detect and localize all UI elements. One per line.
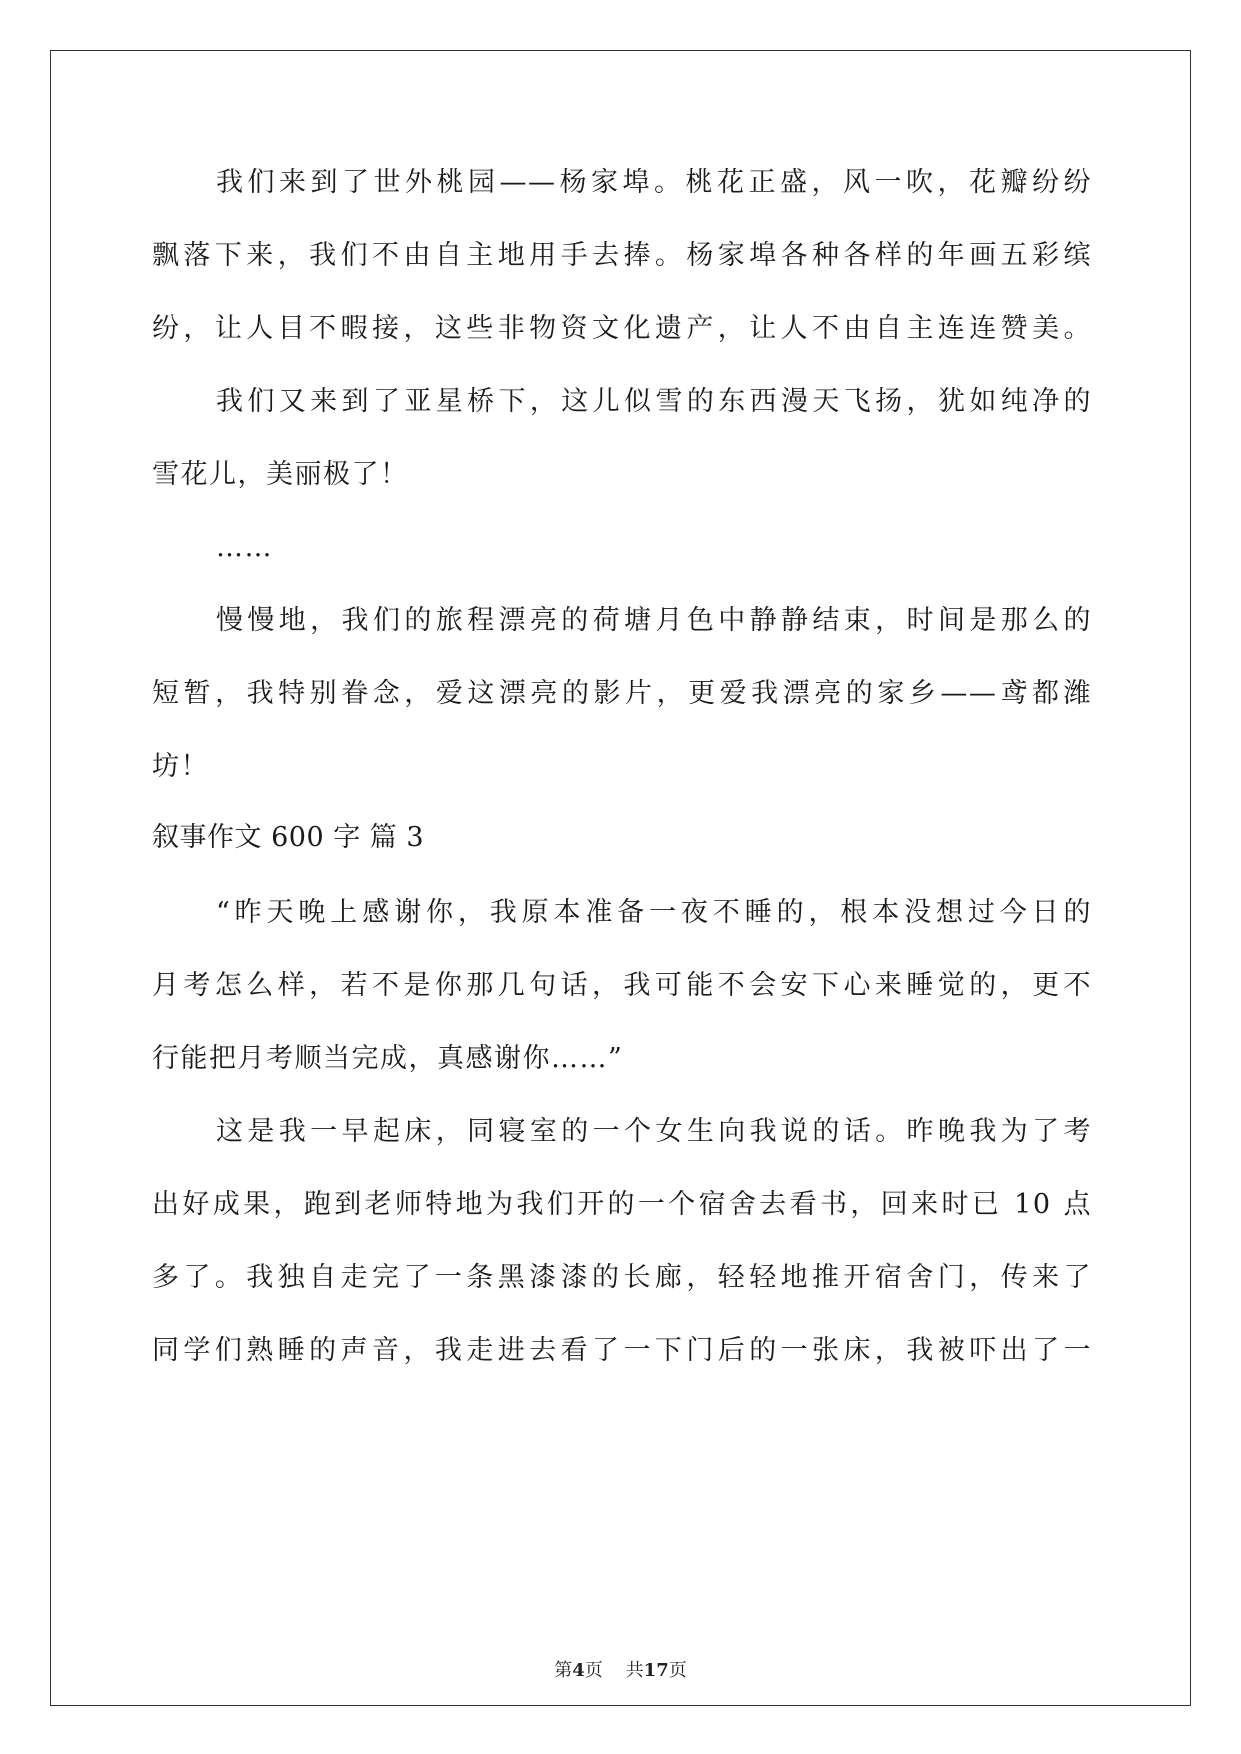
page-prefix: 第 [554,1660,573,1681]
page-suffix: 页 [584,1660,603,1681]
text-line: 同学们熟睡的声音，我走进去看了一下门后的一张床，我被吓出了一 [152,1335,1092,1366]
total-suffix: 页 [668,1660,687,1681]
page-border [50,50,1191,1706]
text-line: 月考怎么样，若不是你那几句话，我可能不会安下心来睡觉的，更不 [152,970,1092,1001]
text-line: 我们来到了世外桃园——杨家埠。桃花正盛，风一吹，花瓣纷纷 [216,167,1092,198]
text-line: 雪花儿，美丽极了！ [152,459,409,490]
text-line: “昨天晚上感谢你，我原本准备一夜不睡的，根本没想过今日的 [216,897,1092,928]
total-pages: 17 [643,1660,669,1681]
text-line: 行能把月考顺当完成，真感谢你……” [152,1043,624,1074]
text-line: 坊！ [152,751,209,782]
text-line: 短暂，我特别眷念，爱这漂亮的影片，更爱我漂亮的家乡——鸢都潍 [152,678,1092,709]
total-prefix: 共 [625,1660,644,1681]
text-line: 多了。我独自走完了一条黑漆漆的长廊，轻轻地推开宿舍门，传来了 [152,1262,1092,1293]
page-footer [0,1660,1241,1682]
text-line: 飘落下来，我们不由自主地用手去捧。杨家埠各种各样的年画五彩缤 [152,240,1092,271]
text-line: 纷，让人目不暇接，这些非物资文化遗产，让人不由自主连连赞美。 [152,313,1092,344]
text-line: 这是我一早起床，同寝室的一个女生向我说的话。昨晚我为了考 [216,1116,1092,1147]
text-line: 出好成果，跑到老师特地为我们开的一个宿舍去看书，回来时已 10 点 [152,1189,1092,1220]
section-heading: 叙事作文 600 字 篇 3 [152,822,425,853]
text-line: 慢慢地，我们的旅程漂亮的荷塘月色中静静结束，时间是那么的 [216,605,1092,636]
text-line: 我们又来到了亚星桥下，这儿似雪的东西漫天飞扬，犹如纯净的 [216,386,1092,417]
page-number: 4 [572,1660,585,1681]
ellipsis-line: …… [216,532,273,563]
